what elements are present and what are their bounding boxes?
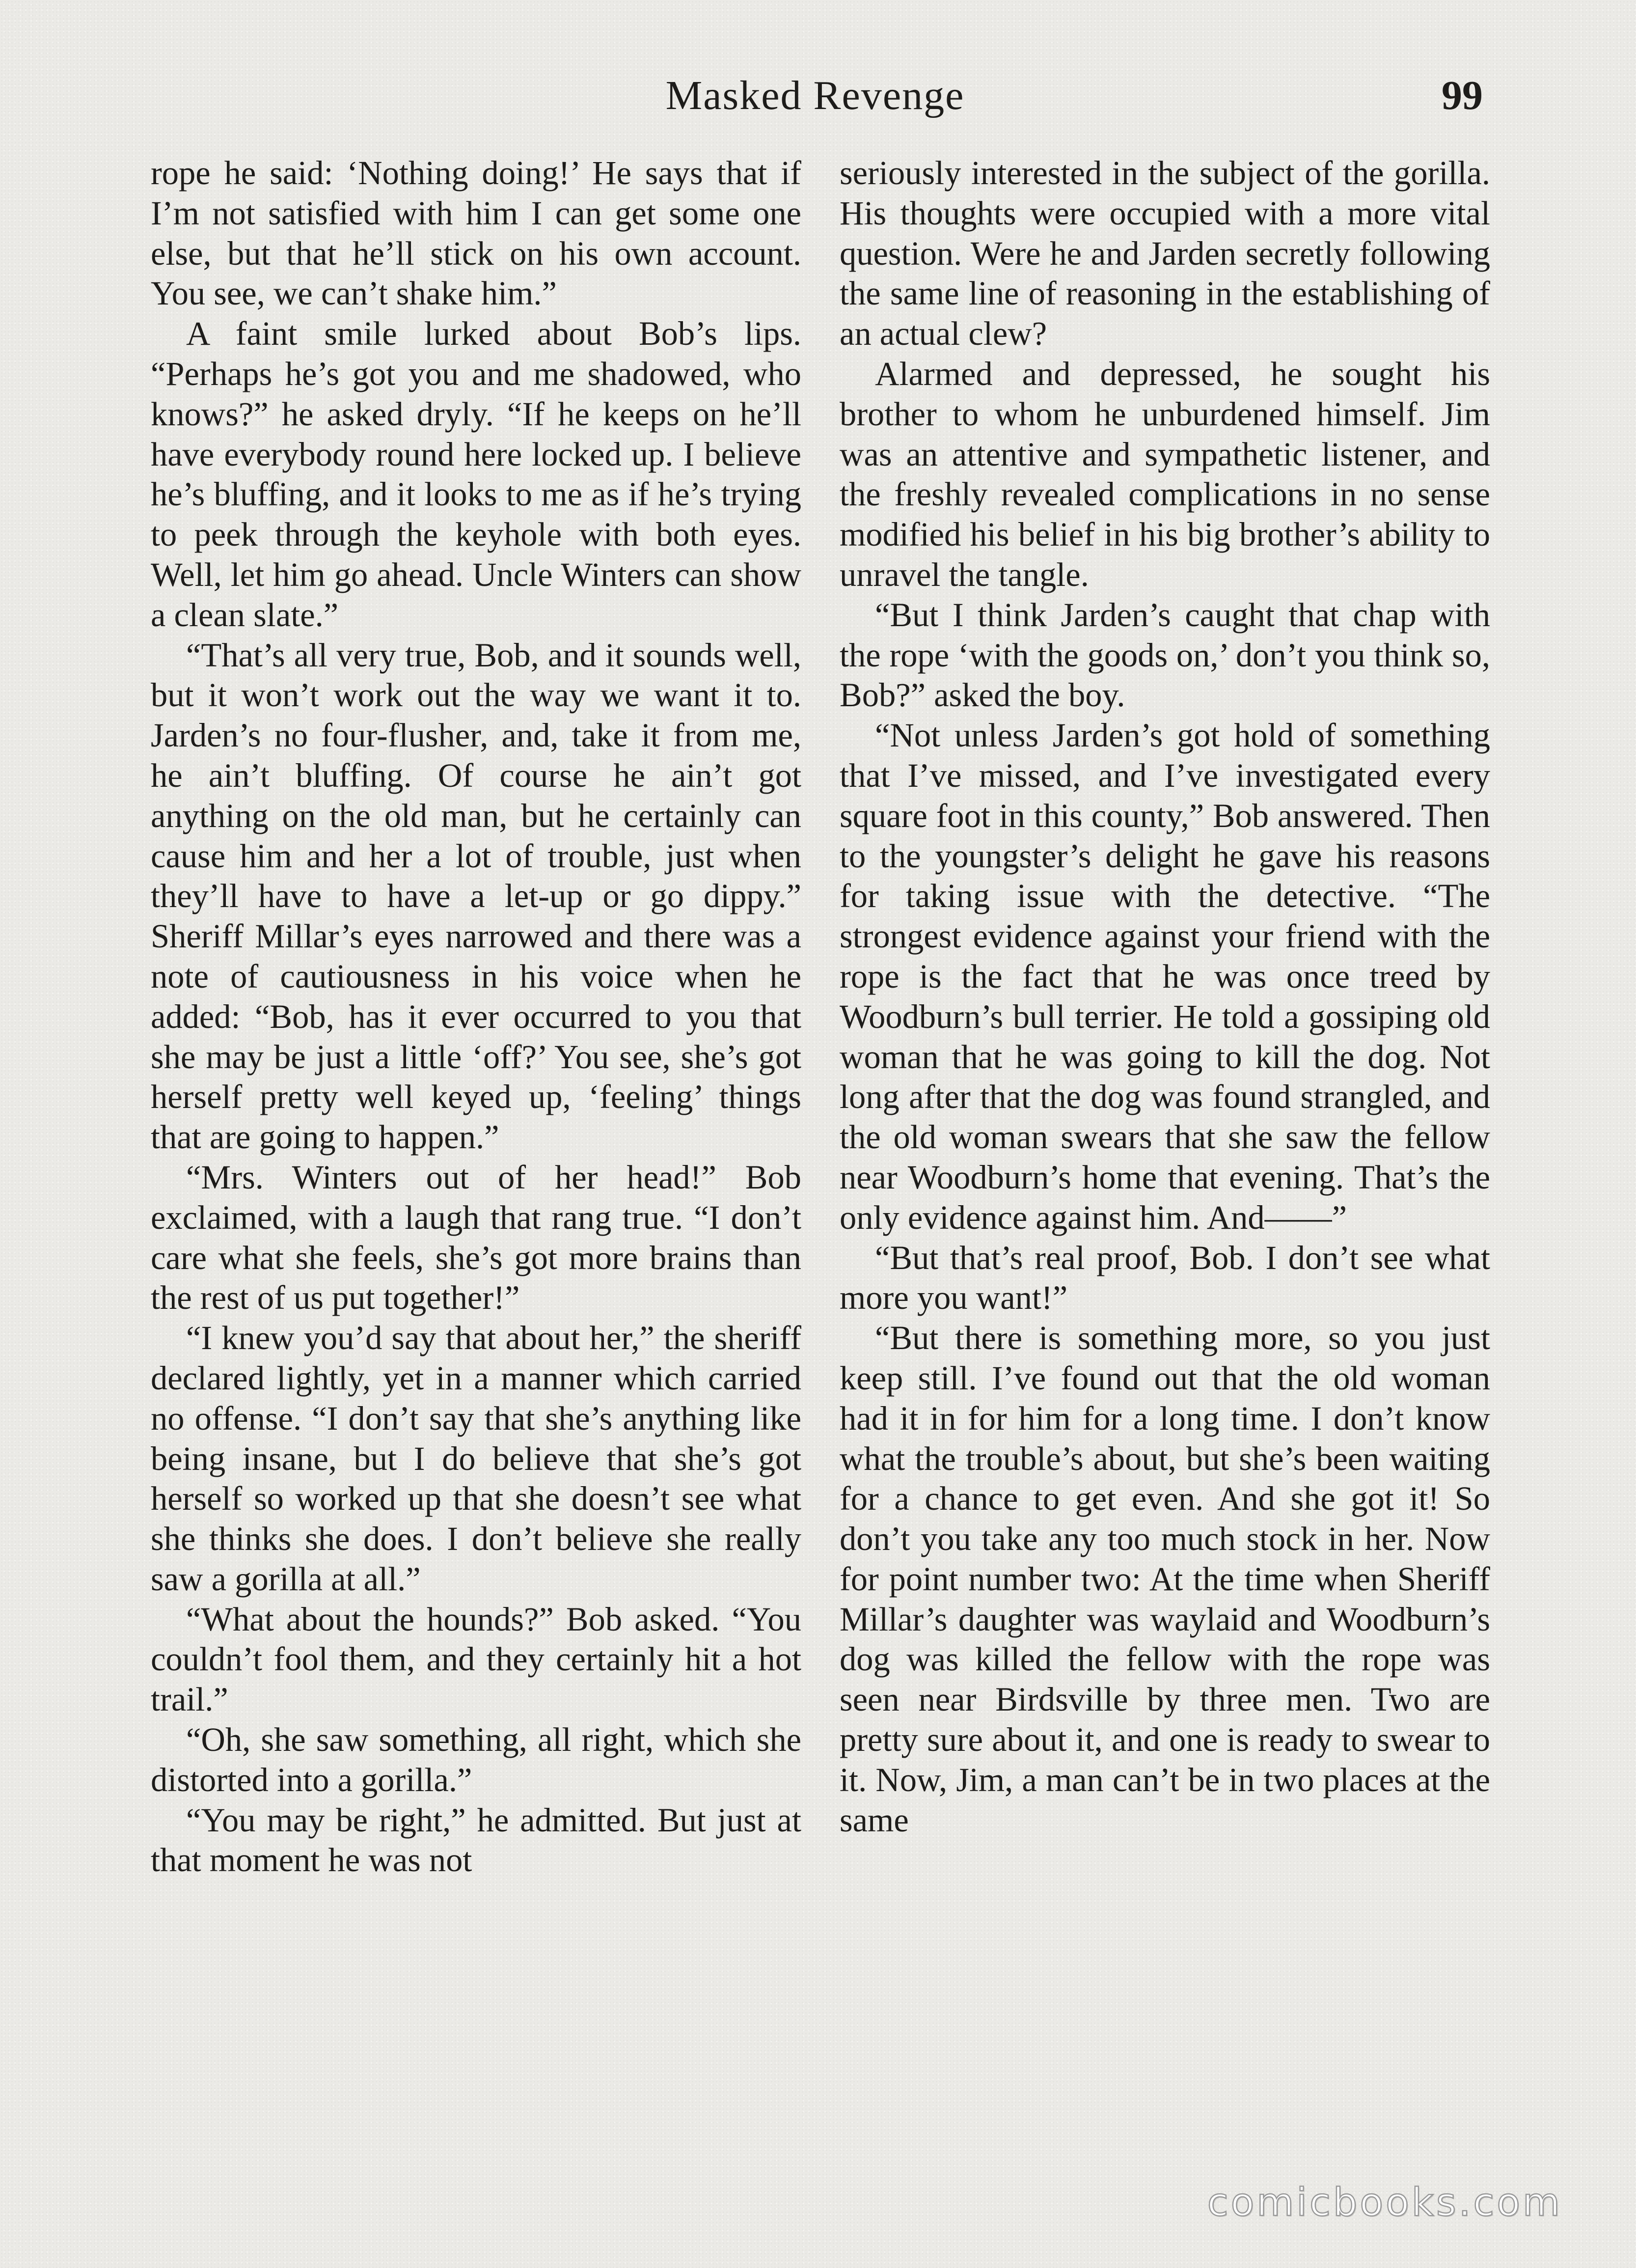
paragraph: Alarmed and depressed, he sought his brother to whom he unburdened himself. Jim was an attentive and sympathetic listener, and the freshly revealed complications in no sense modified his belief in his big brother’s ability to unravel the tangle. xyxy=(840,355,1490,593)
paragraph: “You may be right,” he admitted. But just at that moment he was not xyxy=(151,1801,801,1879)
paragraph: rope he said: ‘Nothing doing!’ He says that if I’m not satisfied with him I can get some one else, but that he’ll stick on his own account. You see, we can’t shake him.” xyxy=(151,154,801,312)
page-number: 99 xyxy=(1442,73,1483,118)
page-header xyxy=(147,69,1483,123)
paragraph: “Not unless Jarden’s got hold of something that I’ve missed, and I’ve investigated every square foot in this county,” Bob answered. Then to the youngster’s delight he gave his reasons for taking issue with the detective. “The strongest evidence against your friend with the rope is the fact that he was once treed by Woodburn’s bull terrier. He told a gossiping old woman that he was going to kill the dog. Not long after that the dog was found strangled, and the old woman swears that she saw the fellow near Woodburn’s home that evening. That’s the only evidence against him. And——” xyxy=(840,717,1490,1236)
paragraph: seriously interested in the subject of the gorilla. His thoughts were occupied with a more vital question. Were he and Jarden secretly following the same line of reasoning in the establishing of an actual clew? xyxy=(840,154,1490,353)
paragraph: “But I think Jarden’s caught that chap with the rope ‘with the goods on,’ don’t you think so, Bob?” asked the boy. xyxy=(840,596,1490,714)
paragraph: “But that’s real proof, Bob. I don’t see what more you want!” xyxy=(840,1239,1490,1317)
running-title: Masked Revenge xyxy=(665,73,965,118)
paragraph: “Mrs. Winters out of her head!” Bob exclaimed, with a laugh that rang true. “I don’t care what she feels, she’s got more brains than the rest of us put together!” xyxy=(151,1158,801,1317)
paragraph: “Oh, she saw something, all right, which she distorted into a gorilla.” xyxy=(151,1721,801,1798)
right-column xyxy=(840,153,1490,2157)
paragraph: “I knew you’d say that about her,” the sheriff declared lightly, yet in a manner which carried no offense. “I don’t say that she’s anything like being insane, but I do believe that she’s got herself so worked up that she doesn’t see what she thinks she does. I don’t believe she really saw a gorilla at all.” xyxy=(151,1319,801,1598)
left-column xyxy=(151,153,801,2157)
paragraph: “But there is something more, so you just keep still. I’ve found out that the old woman had it in for him for a long time. I don’t know what the trouble’s about, but she’s been waiting for a chance to get even. And she got it! So don’t you take any too much stock in her. Now for point number two: At the time when Sheriff Millar’s daughter was waylaid and Woodburn’s dog was killed the fellow with the rope was seen near Birdsville by three men. Two are pretty sure about it, and one is ready to swear to it. Now, Jim, a man can’t be in two places at the same xyxy=(840,1319,1490,1839)
paragraph: A faint smile lurked about Bob’s lips. “Perhaps he’s got you and me shadowed, who knows?” he asked dryly. “If he keeps on he’ll have everybody round here locked up. I believe he’s bluffing, and it looks to me as if he’s trying to peek through the keyhole with both eyes. Well, let him go ahead. Uncle Winters can show a clean slate.” xyxy=(151,315,801,634)
site-watermark: comicbooks.com xyxy=(1207,2181,1562,2225)
paragraph: “That’s all very true, Bob, and it sounds well, but it won’t work out the way we want it to. Jarden’s no four-flusher, and, take it from me, he ain’t bluffing. Of course he ain’t got anything on the old man, but he certainly can cause him and her a lot of trouble, just when they’ll have to have a let-up or go dippy.” Sheriff Millar’s eyes narrowed and there was a note of cautiousness in his voice when he added: “Bob, has it ever occurred to you that she may be just a little ‘off?’ You see, she’s got herself pretty well keyed up, ‘feeling’ things that are going to happen.” xyxy=(151,636,801,1156)
paragraph: “What about the hounds?” Bob asked. “You couldn’t fool them, and they certainly hit a hot trail.” xyxy=(151,1600,801,1718)
